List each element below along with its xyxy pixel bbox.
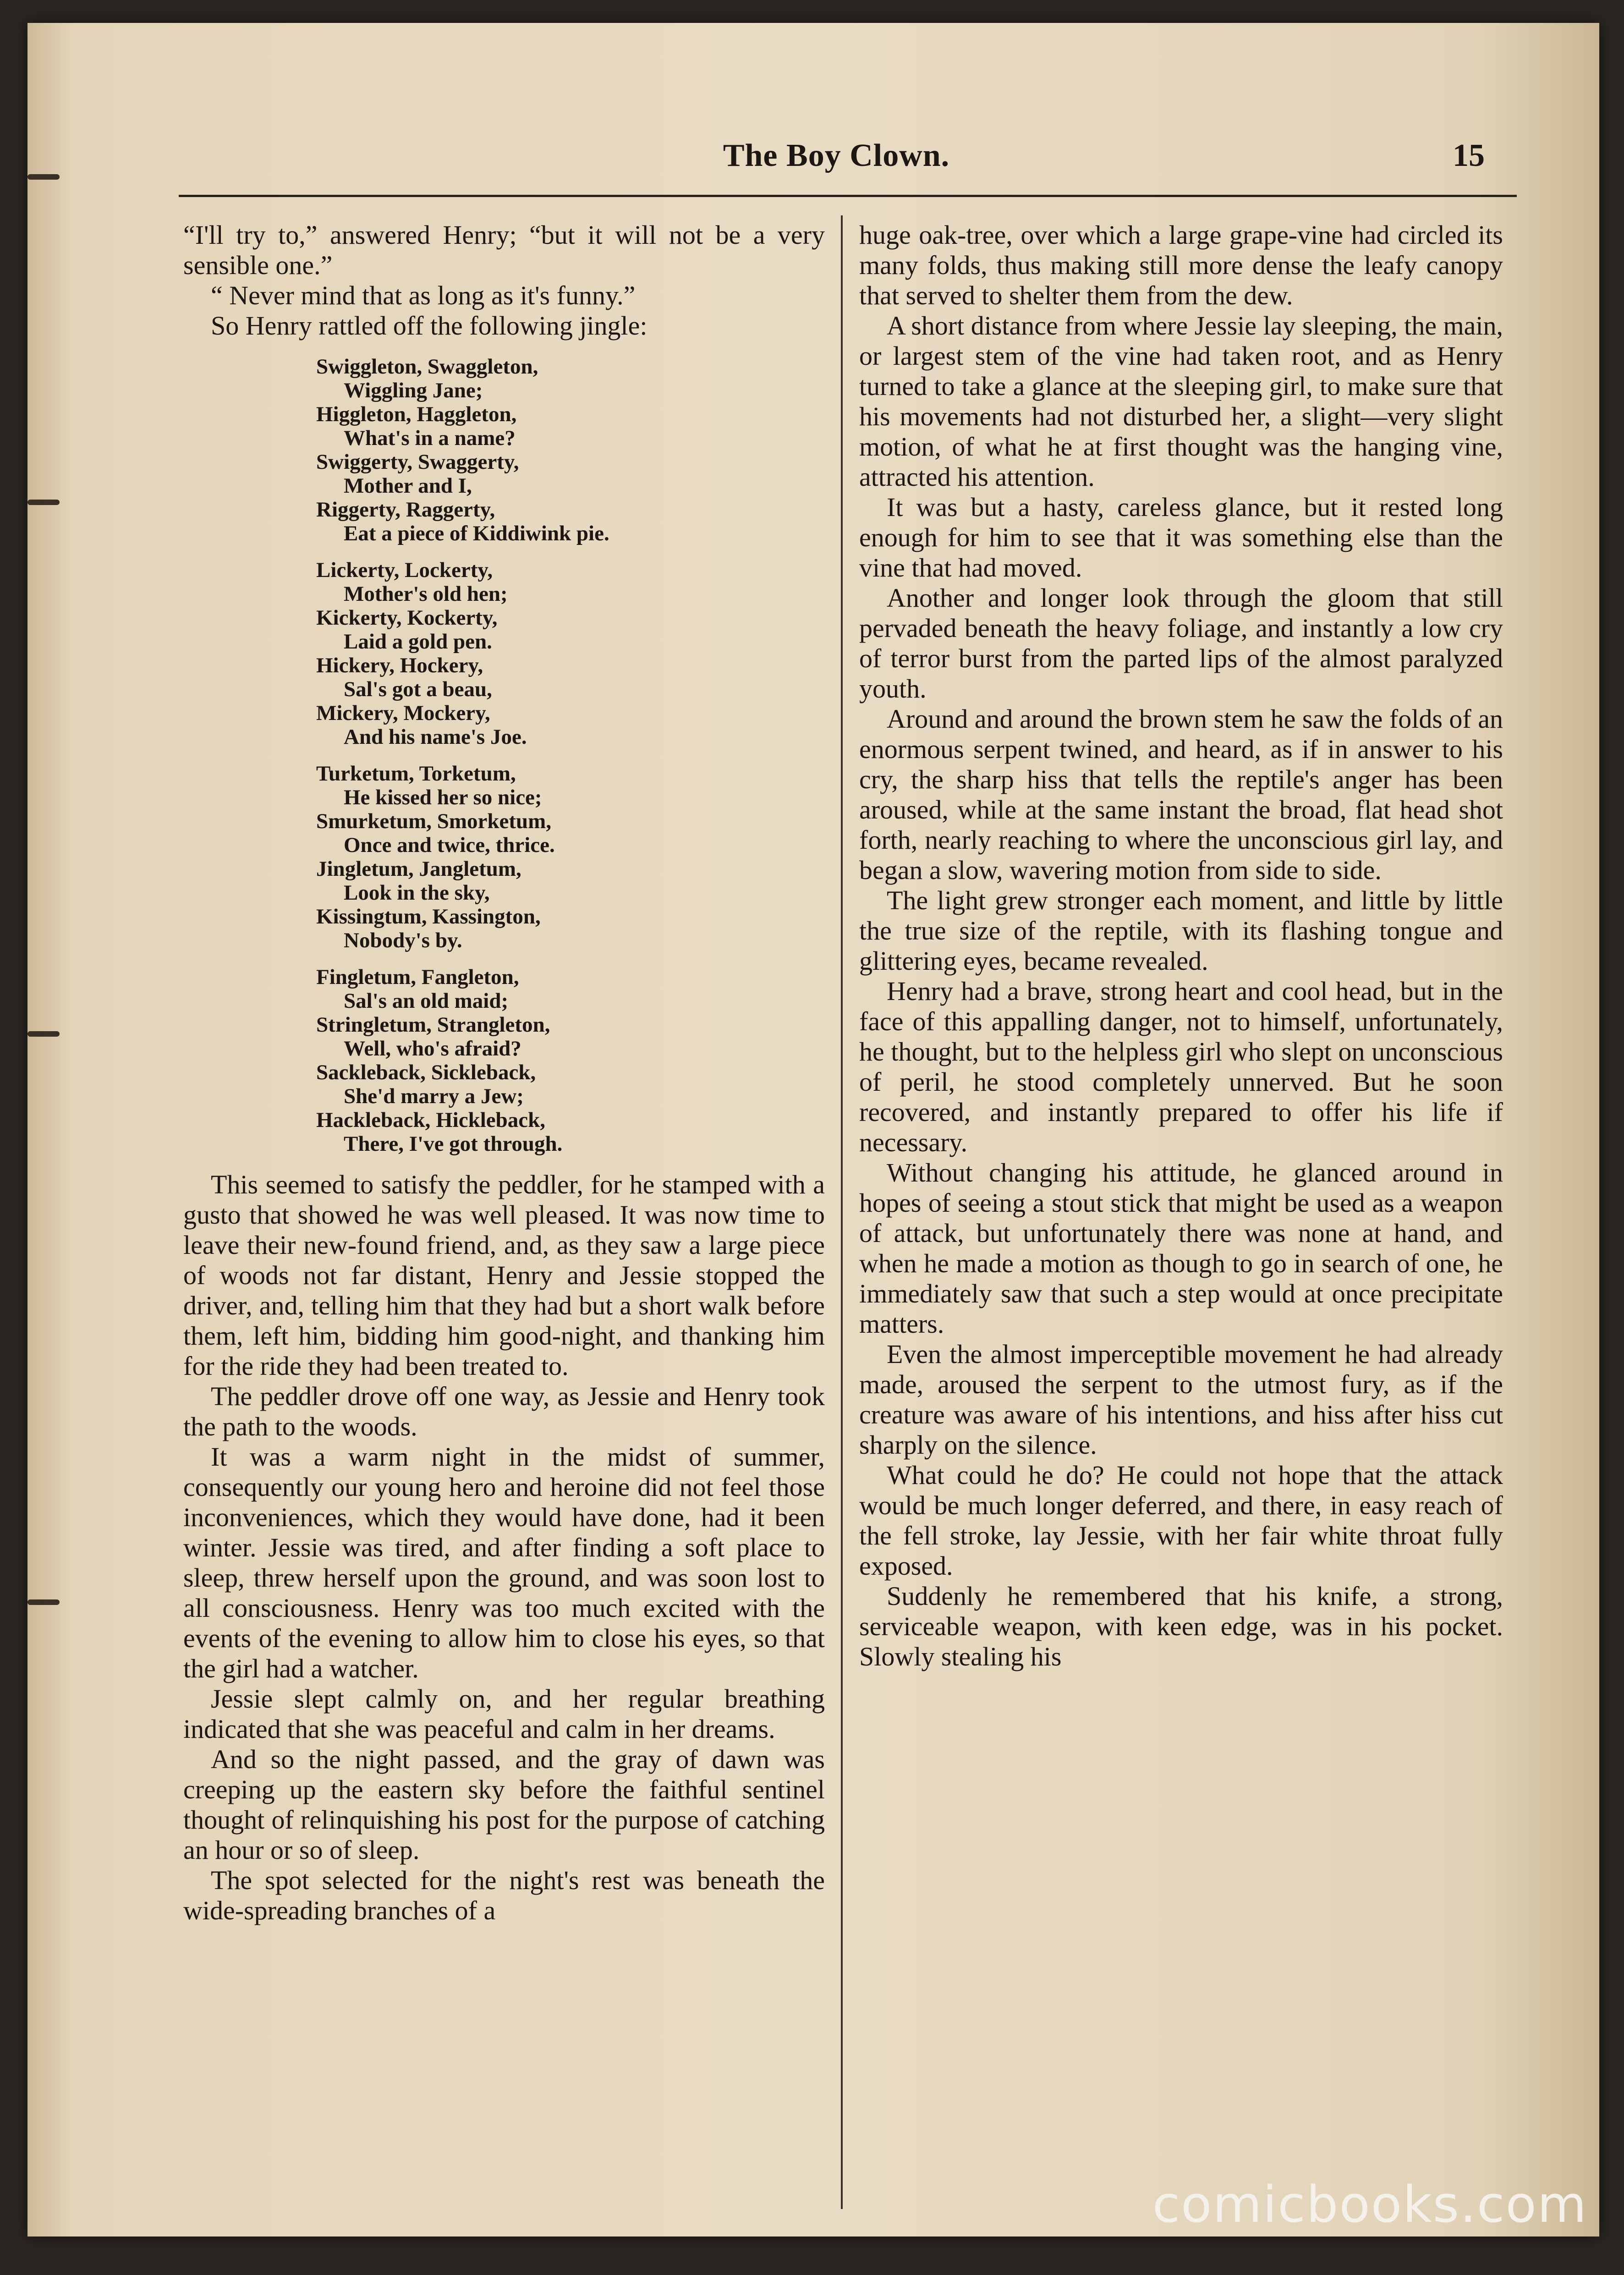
jingle-poem <box>316 355 825 1156</box>
poem-stanza <box>316 965 825 1156</box>
paragraph: So Henry rattled off the following jingle: <box>211 311 647 341</box>
column-divider <box>841 215 843 2209</box>
poem-line: Once and twice, thrice. <box>344 833 555 857</box>
poem-line: Mickery, Mockery, <box>316 701 490 725</box>
poem-line: Well, who's afraid? <box>344 1037 521 1061</box>
poem-line: Hackleback, Hickleback, <box>316 1108 546 1132</box>
poem-line: Riggerty, Raggerty, <box>316 498 495 522</box>
poem-line: Jingletum, Jangletum, <box>316 857 521 881</box>
poem-line: He kissed her so nice; <box>344 786 542 809</box>
site-watermark: comicbooks.com <box>1152 2175 1587 2234</box>
poem-line: Mother and I, <box>344 474 472 498</box>
right-column <box>859 220 1503 1672</box>
paragraph: Jessie slept calmly on, and her regular breathing indicated that she was peaceful and calm in her dreams. <box>183 1684 825 1744</box>
paragraph: Suddenly he remembered that his knife, a strong, serviceable weapon, with keen edge, was in his pocket. Slowly stealing his <box>859 1581 1503 1671</box>
poem-line: Mother's old hen; <box>344 582 508 606</box>
poem-line: Kissingtum, Kassington, <box>316 905 541 929</box>
poem-stanza <box>316 355 825 545</box>
paragraph: The spot selected for the night's rest was beneath the wide-spreading branches of a <box>183 1865 825 1925</box>
binding-hole <box>27 500 60 505</box>
poem-line: She'd marry a Jew; <box>344 1084 524 1108</box>
poem-line: Sackleback, Sickleback, <box>316 1061 536 1084</box>
poem-line: Look in the sky, <box>344 881 490 905</box>
paragraph: It was a warm night in the midst of summer, consequently our young hero and heroine did not feel those inconveniences, which they would have done, had it been winter. Jessie was tired, and after finding a soft place to sleep, threw herself upon the ground, and was soon lost to all consciousness. Henry was too much excited with the events of the evening to allow him to close his eyes, so that the girl had a watcher. <box>183 1442 825 1683</box>
running-title: The Boy Clown. <box>723 138 950 173</box>
paragraph: It was but a hasty, careless glance, but it rested long enough for him to see that it was something else than the vine that had moved. <box>859 492 1503 582</box>
magazine-page <box>27 23 1599 2237</box>
poem-line: Hickery, Hockery, <box>316 654 483 677</box>
poem-line: Laid a gold pen. <box>344 630 492 654</box>
poem-line: There, I've got through. <box>344 1132 563 1156</box>
poem-stanza <box>316 762 825 952</box>
poem-line: Swiggerty, Swaggerty, <box>316 450 519 474</box>
binding-hole <box>27 1031 60 1037</box>
poem-line: Sal's an old maid; <box>344 989 509 1013</box>
poem-line: What's in a name? <box>344 426 516 450</box>
page-header <box>165 137 1508 192</box>
poem-line: Sal's got a beau, <box>344 677 492 701</box>
paragraph: The peddler drove off one way, as Jessie and Henry took the path to the woods. <box>183 1381 825 1441</box>
header-rule <box>179 195 1517 197</box>
poem-line: Turketum, Torketum, <box>316 762 516 786</box>
paragraph: “I'll try to,” answered Henry; “but it will not be a very sensible one.” <box>183 220 825 280</box>
poem-line: Stringletum, Strangleton, <box>316 1013 550 1037</box>
paragraph: And so the night passed, and the gray of dawn was creeping up the eastern sky before the faithful sentinel thought of relinquishing his post for the purpose of catching an hour or so of sleep. <box>183 1744 825 1865</box>
poem-line: Eat a piece of Kiddiwink pie. <box>344 522 609 545</box>
paragraph: huge oak-tree, over which a large grape-vine had circled its many folds, thus making still more dense the leafy canopy that served to shelter them from the dew. <box>859 220 1503 310</box>
page-number: 15 <box>1453 138 1485 173</box>
paragraph: Henry had a brave, strong heart and cool head, but in the face of this appalling danger, not to himself, unfortunately, he thought, but to the helpless girl who slept on unconscious of peril, he stood completely unnerved. But he soon recovered, and instantly prepared to offer his life if necessary. <box>859 976 1503 1157</box>
paragraph: Another and longer look through the gloom that still pervaded beneath the heavy foliage, and instantly a low cry of terror burst from the parted lips of the almost paralyzed youth. <box>859 583 1503 703</box>
poem-line: Wiggling Jane; <box>344 379 483 402</box>
poem-line: Nobody's by. <box>344 929 462 952</box>
poem-line: Swiggleton, Swaggleton, <box>316 355 538 379</box>
paragraph: “ Never mind that as long as it's funny.” <box>211 280 636 310</box>
poem-line: Smurketum, Smorketum, <box>316 809 552 833</box>
paragraph: This seemed to satisfy the peddler, for he stamped with a gusto that showed he was well pleased. It was now time to leave their new-found friend, and, as they saw a large piece of woods not far distant, Henry and Jessie stopped the driver, and, telling him that they had but a short walk before them, left him, bidding him good-night, and thanking him for the ride they had been treated to. <box>183 1170 825 1381</box>
paragraph: Even the almost imperceptible movement he had already made, aroused the serpent to the utmost fury, as if the creature was aware of his intentions, and hiss after hiss cut sharply on the silence. <box>859 1339 1503 1460</box>
poem-line: And his name's Joe. <box>344 725 527 749</box>
poem-stanza <box>316 558 825 749</box>
binding-hole <box>27 1599 60 1605</box>
left-column <box>183 220 825 1926</box>
paragraph: Without changing his attitude, he glanced around in hopes of seeing a stout stick that might be used as a weapon of attack, but unfortunately there was none at hand, and when he made a motion as though to go in search of one, he immediately saw that such a step would at once precipitate matters. <box>859 1158 1503 1339</box>
paragraph: The light grew stronger each moment, and little by little the true size of the reptile, with its flashing tongue and glittering eyes, became revealed. <box>859 885 1503 976</box>
poem-line: Fingletum, Fangleton, <box>316 965 519 989</box>
poem-line: Kickerty, Kockerty, <box>316 606 498 630</box>
paragraph: What could he do? He could not hope that the attack would be much longer deferred, and there, in easy reach of the fell stroke, lay Jessie, with her fair white throat fully exposed. <box>859 1460 1503 1581</box>
paragraph: A short distance from where Jessie lay sleeping, the main, or largest stem of the vine had taken root, and as Henry turned to take a glance at the sleeping girl, to make sure that his movements had not disturbed her, a slight—very slight motion, of what he at first thought was the hanging vine, attracted his attention. <box>859 311 1503 492</box>
poem-line: Higgleton, Haggleton, <box>316 402 517 426</box>
poem-line: Lickerty, Lockerty, <box>316 558 493 582</box>
paragraph: Around and around the brown stem he saw the folds of an enormous serpent twined, and heard, as if in answer to his cry, the sharp hiss that tells the reptile's anger has been aroused, while at the same instant the broad, flat head shot forth, nearly reaching to where the unconscious girl lay, and began a slow, wavering motion from side to side. <box>859 704 1503 885</box>
binding-hole <box>27 174 60 180</box>
